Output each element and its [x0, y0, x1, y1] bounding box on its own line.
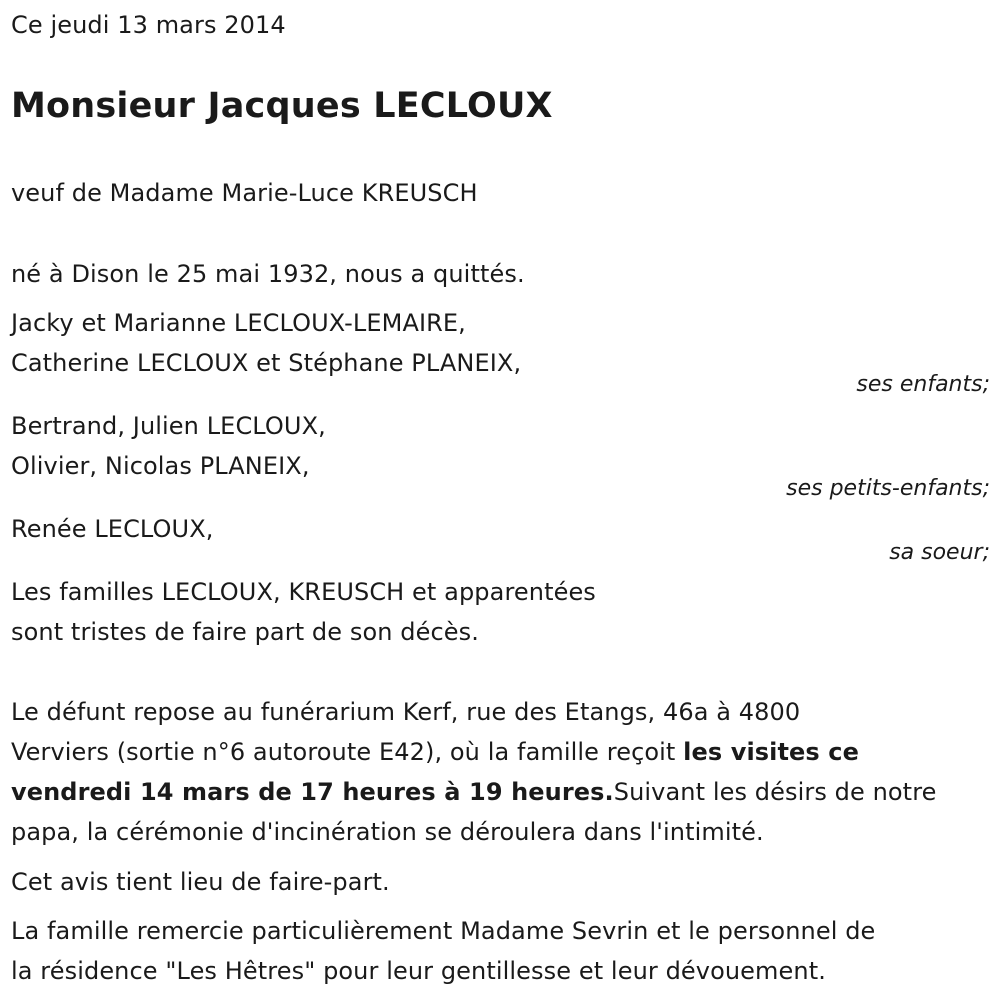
arrangements-line: papa, la cérémonie d'incinération se déroulera dans l'intimité. — [11, 818, 764, 846]
thanks-line: La famille remercie particulièrement Madame Sevrin et le personnel de — [11, 917, 876, 945]
thanks-line: la résidence "Les Hêtres" pour leur gentillesse et leur dévouement. — [11, 957, 826, 985]
birth-line: né à Dison le 25 mai 1932, nous a quittés. — [11, 260, 525, 288]
child-line: Jacky et Marianne LECLOUX-LEMAIRE, — [11, 309, 466, 337]
notice-date: Ce jeudi 13 mars 2014 — [11, 11, 286, 39]
grandchild-line: Olivier, Nicolas PLANEIX, — [11, 452, 310, 480]
families-line: sont tristes de faire part de son décès. — [11, 618, 479, 646]
sister-section — [11, 509, 990, 569]
thanks-section — [11, 911, 990, 991]
families-line: Les familles LECLOUX, KREUSCH et apparentées — [11, 578, 596, 606]
visits-date-bold: vendredi 14 mars de 17 heures à 19 heures. — [11, 778, 614, 806]
grandchildren-section — [11, 406, 990, 506]
arrangements-line — [11, 732, 990, 772]
sister-line: Renée LECLOUX, — [11, 515, 214, 543]
arrangements-section — [11, 692, 990, 852]
arrangements-text: Verviers (sortie n°6 autoroute E42), où la famille reçoit — [11, 738, 684, 766]
families-section — [11, 572, 990, 652]
notice-line: Cet avis tient lieu de faire-part. — [11, 868, 390, 896]
grandchildren-role: ses petits-enfants; — [786, 476, 990, 501]
children-section — [11, 303, 990, 403]
sister-role: sa soeur; — [889, 540, 990, 565]
visits-bold: les visites ce — [683, 738, 859, 766]
arrangements-line: Le défunt repose au funérarium Kerf, rue des Etangs, 46a à 4800 — [11, 698, 801, 726]
child-line: Catherine LECLOUX et Stéphane PLANEIX, — [11, 349, 522, 377]
arrangements-line — [11, 772, 990, 812]
arrangements-text: Suivant les désirs de notre — [613, 778, 937, 806]
deceased-name: Monsieur Jacques LECLOUX — [11, 86, 553, 126]
widow-line: veuf de Madame Marie-Luce KREUSCH — [11, 179, 478, 207]
children-role: ses enfants; — [856, 372, 990, 397]
grandchild-line: Bertrand, Julien LECLOUX, — [11, 412, 326, 440]
